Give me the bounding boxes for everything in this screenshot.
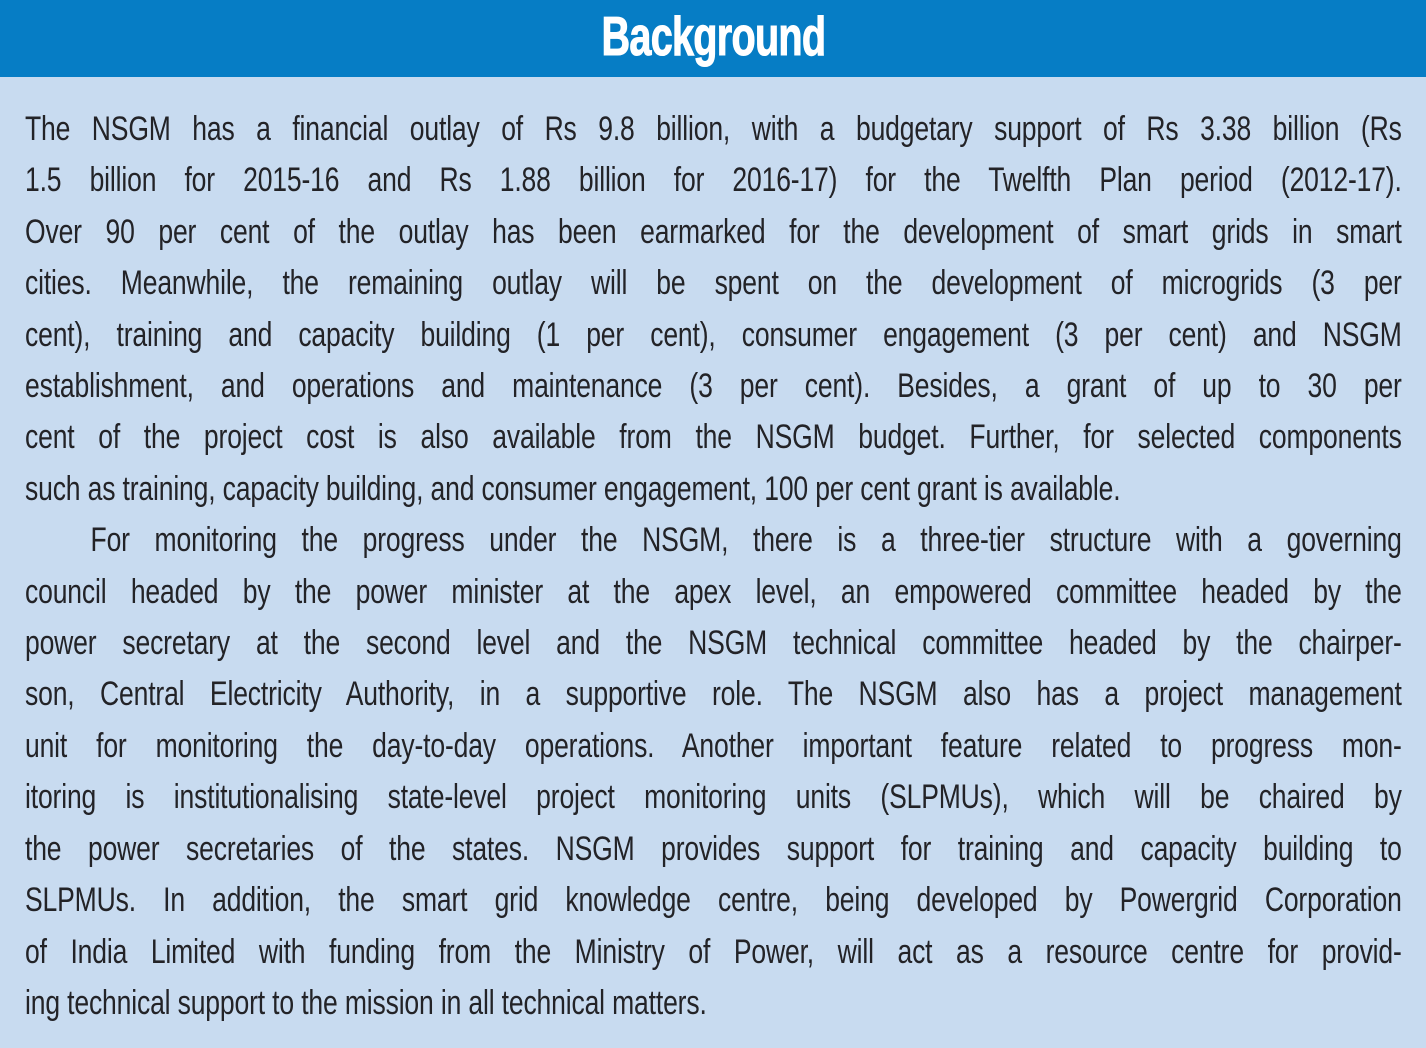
section-header-bar: [0, 0, 1426, 77]
text-line: The NSGM has a financial outlay of Rs 9.8 billion, with a budgetary support of Rs 3.38 billion (Rs: [25, 110, 1402, 148]
text-line: the power secretaries of the states. NSGM provides support for training and capacity building to: [25, 829, 1402, 868]
text-line: cities. Meanwhile, the remaining outlay will be spent on the development of microgrids (3 per: [25, 264, 1402, 303]
body-text: [0, 77, 1426, 1029]
text-line: Over 90 per cent of the outlay has been earmarked for the development of smart grids in smart: [25, 212, 1402, 251]
paragraph: [25, 104, 1401, 515]
text-line: son, Central Electricity Authority, in a supportive role. The NSGM also has a project management: [25, 675, 1402, 714]
text-line: For monitoring the progress under the NSGM, there is a three-tier structure with a governing: [90, 521, 1402, 560]
section-title: Background: [601, 4, 825, 67]
text-line: itoring is institutionalising state-level project monitoring units (SLPMUs), which will be chaired by: [25, 778, 1402, 817]
text-line: such as training, capacity building, and consumer engagement, 100 per cent grant is available.: [25, 469, 1121, 508]
text-line: establishment, and operations and maintenance (3 per cent). Besides, a grant of up to 30 per: [25, 367, 1402, 406]
text-line: cent of the project cost is also available from the NSGM budget. Further, for selected components: [25, 418, 1402, 457]
text-line: council headed by the power minister at the apex level, an empowered committee headed by the: [25, 572, 1402, 611]
text-line: cent), training and capacity building (1 per cent), consumer engagement (3 per cent) and NSGM: [25, 315, 1402, 354]
paragraph: [25, 515, 1401, 1029]
text-line: of India Limited with funding from the Ministry of Power, will act as a resource centre for provid-: [25, 932, 1402, 971]
text-line: power secretary at the second level and the NSGM technical committee headed by the chairper-: [25, 624, 1402, 663]
text-line: unit for monitoring the day-to-day operations. Another important feature related to progress mon-: [25, 726, 1402, 765]
text-line: SLPMUs. In addition, the smart grid knowledge centre, being developed by Powergrid Corporation: [25, 881, 1402, 920]
text-line: ing technical support to the mission in all technical matters.: [25, 983, 707, 1022]
text-line: 1.5 billion for 2015-16 and Rs 1.88 billion for 2016-17) for the Twelfth Plan period (2012-17).: [25, 161, 1402, 200]
